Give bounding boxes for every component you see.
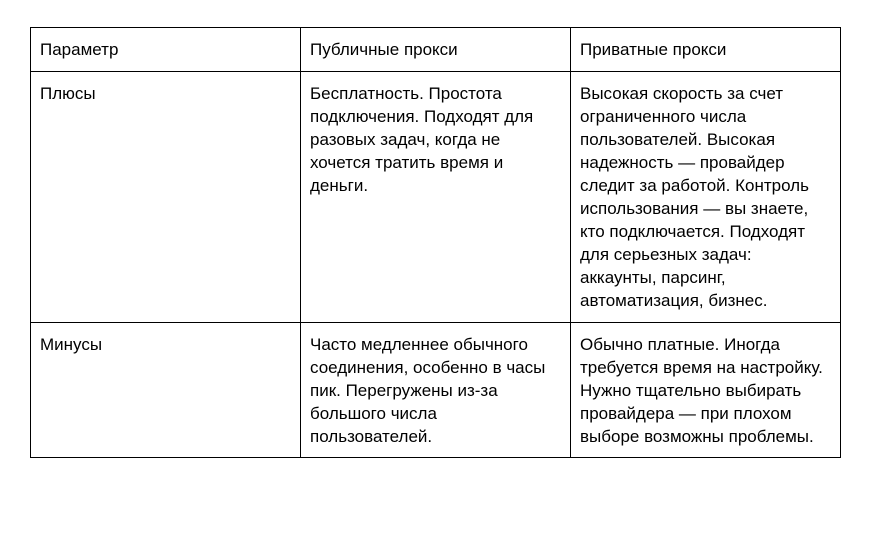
cell-public-pros: Бесплатность. Простота подключения. Подходят для разовых задач, когда не хочется тратить время и деньги.	[301, 72, 571, 323]
cell-private-pros: Высокая скорость за счет ограниченного числа пользователей. Высокая надежность — провайдер следит за работой. Контроль использования — вы знаете, кто подключается. Подходят для серьезных задач: аккаунты, парсинг, автоматизация, бизнес.	[571, 72, 841, 323]
header-row	[31, 28, 841, 72]
table-header	[31, 28, 841, 72]
header-parameter: Параметр	[31, 28, 301, 72]
header-private-proxy: Приватные прокси	[571, 28, 841, 72]
cell-param-cons: Минусы	[31, 323, 301, 458]
header-public-proxy: Публичные прокси	[301, 28, 571, 72]
table-row-cons	[31, 323, 841, 458]
table-body	[31, 72, 841, 458]
cell-param-pros: Плюсы	[31, 72, 301, 323]
comparison-table	[30, 27, 841, 458]
cell-private-cons: Обычно платные. Иногда требуется время на настройку. Нужно тщательно выбирать провайдера — при плохом выборе возможны проблемы.	[571, 323, 841, 458]
cell-public-cons: Часто медленнее обычного соединения, особенно в часы пик. Перегружены из-за большого числа пользователей.	[301, 323, 571, 458]
table-row-pros	[31, 72, 841, 323]
